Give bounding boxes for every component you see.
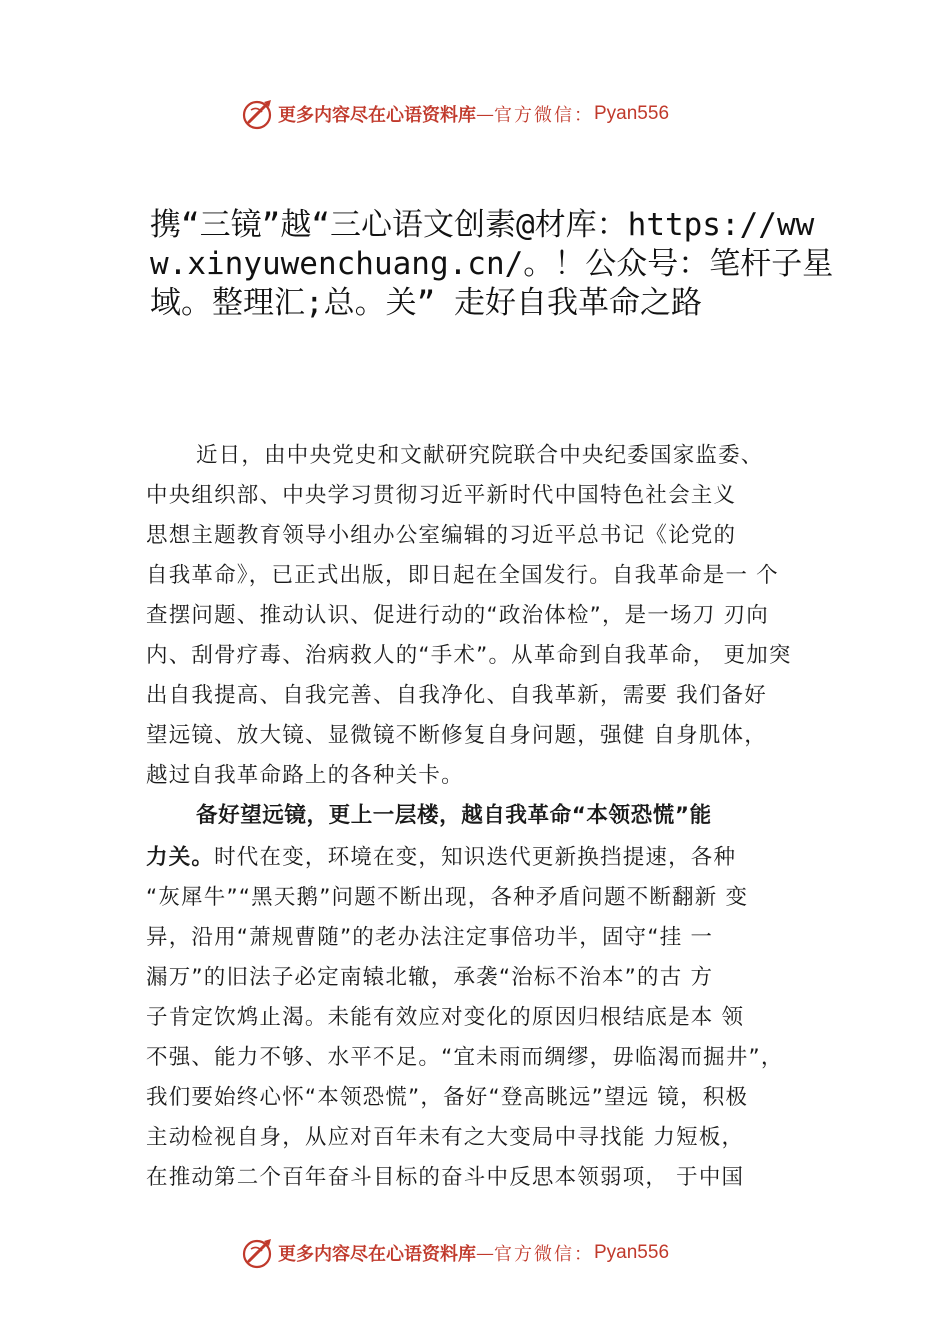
paragraph-line: 漏万”的旧法子必定南辕北辙，承袭“治标不治本”的古 方	[146, 965, 714, 990]
paragraph-line: 在推动第二个百年奋斗目标的奋斗中反思本领弱项， 于中国	[146, 1165, 745, 1190]
pen-logo-icon	[240, 1235, 276, 1271]
official-wechat-label: 官方微信：	[494, 1244, 594, 1265]
brand-text: 更多内容尽在心语资料库	[278, 105, 476, 126]
paragraph-line: 我们要始终心怀“本领恐慌”，备好“登高眺远”望远 镜，积极	[146, 1085, 749, 1110]
wechat-id: Pyan556	[594, 1242, 670, 1263]
official-wechat-label: 官方微信：	[494, 105, 594, 126]
paragraph-line: 自我革命》，已正式出版，即日起在全国发行。自我革命是一 个	[146, 563, 779, 588]
paragraph-line-first	[146, 840, 736, 871]
paragraph-line: “灰犀牛”“黑天鹅”问题不断出现，各种矛盾问题不断翻新 变	[146, 885, 749, 910]
section-heading: 备好望远镜，更上一层楼，越自我革命“本领恐慌”能	[196, 803, 712, 828]
paragraph-line: 望远镜、放大镜、显微镜不断修复自身问题，强健 自身肌体，	[146, 723, 767, 748]
wechat-id: Pyan556	[594, 103, 670, 124]
paragraph-line: 异，沿用“萧规曹随”的老办法注定事倍功半，固守“挂 一	[146, 925, 714, 950]
separator-dash: —	[476, 103, 494, 125]
paragraph-line: 主动检视自身，从应对百年未有之大变局中寻找能 力短板，	[146, 1125, 745, 1150]
footer-banner	[240, 1233, 669, 1273]
separator-dash: —	[476, 1242, 494, 1264]
paragraph-line: 不强、能力不够、水平不足。“宜未雨而绸缪，毋临渴而掘井”，	[146, 1045, 784, 1070]
page-title: 携“三镜”越“三心语文创素@材库：https://www.xinyuwenchuang.cn/。！公众号：笔杆子星域。整理汇;总。关” 走好自我革命之路	[150, 207, 834, 321]
paragraph-line: 近日，由中央党史和文献研究院联合中央纪委国家监委、	[196, 443, 764, 468]
paragraph-text: 时代在变，环境在变，知识迭代更新换挡提速，各种	[214, 845, 737, 870]
paragraph-line: 出自我提高、自我完善、自我净化、自我革新，需要 我们备好	[146, 683, 767, 708]
paragraph-line: 越过自我革命路上的各种关卡。	[146, 763, 464, 788]
paragraph-line: 思想主题教育领导小组办公室编辑的习近平总书记《论党的	[146, 523, 737, 548]
paragraph-line: 子肯定饮鸩止渴。未能有效应对变化的原因归根结底是本 领	[146, 1005, 745, 1030]
paragraph-line: 内、刮骨疗毒、治病救人的“手术”。从革命到自我革命， 更加突	[146, 643, 792, 668]
pen-logo-icon	[240, 96, 276, 132]
brand-text: 更多内容尽在心语资料库	[278, 1244, 476, 1265]
paragraph-line: 中央组织部、中央学习贯彻习近平新时代中国特色社会主义	[146, 483, 737, 508]
header-banner	[240, 94, 669, 134]
section-heading-continuation: 力关。	[146, 845, 215, 870]
paragraph-line: 查摆问题、推动认识、促进行动的“政治体检”，是一场刀 刃向	[146, 603, 769, 628]
